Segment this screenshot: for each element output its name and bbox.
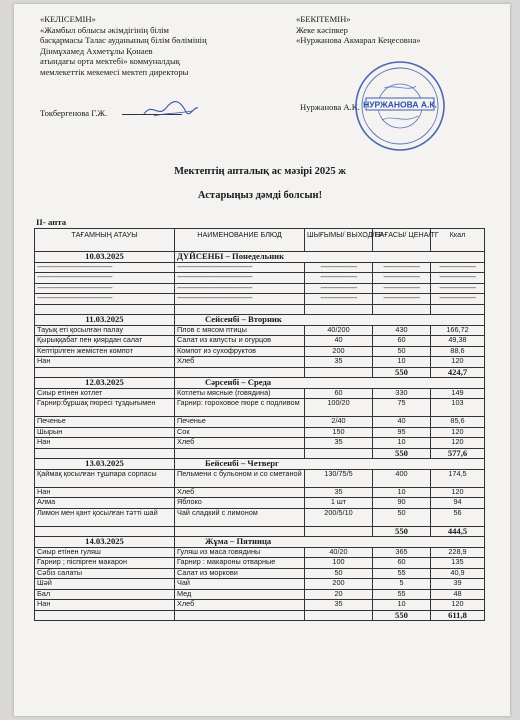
table-header-row: [35, 229, 485, 252]
day-total-row: [35, 367, 485, 378]
cell: --------------------: [305, 283, 373, 294]
page-title: Мектептің апталық ас мәзірі 2025 ж: [174, 166, 346, 177]
cell: Нан: [35, 600, 175, 611]
table-row: [35, 388, 485, 399]
day-header-row: [35, 459, 485, 470]
cell: 40: [373, 417, 431, 428]
day-header-row: [35, 378, 485, 389]
cell: Салат из капусты и огурцов: [175, 336, 305, 347]
table-row: [35, 469, 485, 487]
day-date: 10.03.2025: [35, 252, 175, 263]
week-label: II- апта: [36, 217, 67, 227]
cell: 10: [373, 438, 431, 449]
day-header-row: [35, 252, 485, 263]
day-date: 11.03.2025: [35, 315, 175, 326]
table-row: [35, 399, 485, 417]
cell: Компот из сухофруктов: [175, 346, 305, 357]
cell: 56: [431, 508, 485, 526]
cell: 174,5: [431, 469, 485, 487]
table-row: [35, 357, 485, 368]
cell: Хлеб: [175, 600, 305, 611]
cell: Қырыққабат пен қиярдан салат: [35, 336, 175, 347]
table-row: [35, 558, 485, 569]
cell: --------------------: [373, 262, 431, 273]
cell: 1 шт: [305, 498, 373, 509]
cell: 120: [431, 427, 485, 438]
cell: Нан: [35, 357, 175, 368]
table-row: [35, 547, 485, 558]
cell: Тауық еті қосылған палау: [35, 325, 175, 336]
cell: 35: [305, 600, 373, 611]
day-total-kcal: 424,7: [431, 367, 485, 378]
cell: -----------------------------------------: [175, 294, 305, 305]
page-subtitle: Астарыңыз дәмді болсын!: [197, 190, 323, 201]
day-total-price: 550: [373, 610, 431, 621]
cell: 150: [305, 427, 373, 438]
cell: 200: [305, 579, 373, 590]
cell: 35: [305, 487, 373, 498]
cell: Шәй: [35, 579, 175, 590]
day-total-row: [35, 448, 485, 459]
table-row: [35, 325, 485, 336]
handwritten-signature-left: [140, 98, 200, 120]
cell: 130/75/5: [305, 469, 373, 487]
cell: --------------------: [431, 262, 485, 273]
approval-left-line: мемлекеттік мекемесі мектеп директоры: [40, 66, 189, 77]
day-name: Жұма – Пятница: [175, 537, 485, 548]
table-row: [35, 498, 485, 509]
day-total-price: 550: [373, 526, 431, 537]
cell: 120: [431, 600, 485, 611]
day-name: ДҮЙСЕНБІ – Понедельник: [175, 252, 485, 263]
table-row: [35, 487, 485, 498]
cell: 50: [373, 346, 431, 357]
cell: 60: [305, 388, 373, 399]
cell: 85,6: [431, 417, 485, 428]
cell: Гарнир: гороховое пюре с подливом: [175, 399, 305, 417]
cell: 100/20: [305, 399, 373, 417]
cell: Яблоко: [175, 498, 305, 509]
day-total-row: [35, 304, 485, 315]
cell: -----------------------------------------: [35, 262, 175, 273]
approval-right-heading: «БЕКІТЕМІН»: [296, 14, 351, 24]
column-header: Ккал: [431, 229, 485, 252]
cell: 430: [373, 325, 431, 336]
cell: --------------------: [373, 273, 431, 284]
cell: 10: [373, 357, 431, 368]
cell: 95: [373, 427, 431, 438]
cell: Гарнир : макароны отварные: [175, 558, 305, 569]
table-row: [35, 417, 485, 428]
cell: 60: [373, 336, 431, 347]
cell: 35: [305, 357, 373, 368]
day-total-kcal: 444,5: [431, 526, 485, 537]
cell: Гуляш из маса говядины: [175, 547, 305, 558]
cell: --------------------: [431, 283, 485, 294]
cell: 135: [431, 558, 485, 569]
cell: 39: [431, 579, 485, 590]
cell: Сәбіз салаты: [35, 568, 175, 579]
day-total-price: 550: [373, 367, 431, 378]
approval-left-line: басқармасы Талас ауданының білім бөлімінің: [40, 35, 207, 45]
cell: --------------------: [431, 294, 485, 305]
cell: 75: [373, 399, 431, 417]
table-row: [35, 273, 485, 284]
cell: 40,9: [431, 568, 485, 579]
cell: 330: [373, 388, 431, 399]
table-row: [35, 438, 485, 449]
cell: -----------------------------------------: [175, 273, 305, 284]
cell: Сиыр етінен котлет: [35, 388, 175, 399]
cell: 365: [373, 547, 431, 558]
day-date: 14.03.2025: [35, 537, 175, 548]
approval-left-line: «Жамбыл облысы әкімдігінің білім: [40, 24, 169, 35]
cell: Плов с мясом птицы: [175, 325, 305, 336]
day-total-price: [373, 304, 431, 315]
cell: Сок: [175, 427, 305, 438]
cell: Хлеб: [175, 438, 305, 449]
cell: Гарнир ; піспірген макарон: [35, 558, 175, 569]
official-stamp: [352, 58, 448, 154]
cell: Печенье: [175, 417, 305, 428]
cell: Кептірілген жемістен компот: [35, 346, 175, 357]
day-name: Сейсенбі – Вторник: [175, 315, 485, 326]
approval-left-line: атындағы орта мектебі» коммуналдық: [40, 56, 180, 66]
cell: Нан: [35, 438, 175, 449]
cell: 10: [373, 600, 431, 611]
table-row: [35, 600, 485, 611]
approval-right-line: «Нуржанова Акмарал Кеңесовна»: [296, 35, 421, 45]
day-header-row: [35, 537, 485, 548]
table-row: [35, 346, 485, 357]
table-row: [35, 294, 485, 305]
table-row: [35, 589, 485, 600]
cell: Пельмени с бульоном и со сметаной: [175, 469, 305, 487]
day-total-kcal: 611,8: [431, 610, 485, 621]
cell: 50: [373, 508, 431, 526]
cell: 228,9: [431, 547, 485, 558]
table-row: [35, 508, 485, 526]
cell: --------------------: [305, 294, 373, 305]
approval-left: [40, 14, 280, 77]
cell: 166,72: [431, 325, 485, 336]
cell: Лимон мен қант қосылған тәтті шай: [35, 508, 175, 526]
cell: 120: [431, 487, 485, 498]
day-total-row: [35, 526, 485, 537]
cell: 88,6: [431, 346, 485, 357]
cell: 40/20: [305, 547, 373, 558]
approval-left-signatory: Токбергенова Г.Ж.: [40, 108, 108, 118]
table-row: [35, 579, 485, 590]
cell: Мед: [175, 589, 305, 600]
cell: Нан: [35, 487, 175, 498]
cell: -----------------------------------------: [35, 283, 175, 294]
table-row: [35, 427, 485, 438]
cell: 120: [431, 438, 485, 449]
cell: Хлеб: [175, 357, 305, 368]
cell: 48: [431, 589, 485, 600]
table-row: [35, 283, 485, 294]
cell: Сиыр етінен гуляш: [35, 547, 175, 558]
approval-right: [296, 14, 496, 46]
day-total-kcal: 577,6: [431, 448, 485, 459]
table-row: [35, 336, 485, 347]
cell: -----------------------------------------: [35, 273, 175, 284]
day-name: Сәрсенбі – Среда: [175, 378, 485, 389]
cell: Чай: [175, 579, 305, 590]
cell: Шырын: [35, 427, 175, 438]
cell: -----------------------------------------: [175, 262, 305, 273]
cell: 200/5/10: [305, 508, 373, 526]
approval-left-heading: «КЕЛІСЕМІН»: [40, 14, 96, 24]
cell: 5: [373, 579, 431, 590]
cell: 55: [373, 589, 431, 600]
cell: 200: [305, 346, 373, 357]
cell: 60: [373, 558, 431, 569]
cell: 149: [431, 388, 485, 399]
cell: Қаймақ қосылған тұшпара сорпасы: [35, 469, 175, 487]
day-date: 12.03.2025: [35, 378, 175, 389]
stamp-name: НУРЖАНОВА А.К.: [363, 99, 437, 110]
cell: 55: [373, 568, 431, 579]
day-name: Бейсенбі – Четверг: [175, 459, 485, 470]
cell: Котлеты мясные (говядина): [175, 388, 305, 399]
cell: --------------------: [373, 294, 431, 305]
approval-right-line: Жеке кәсіпкер: [296, 24, 348, 35]
menu-table: [34, 228, 485, 621]
cell: 20: [305, 589, 373, 600]
approval-left-line: Дінмұхамед Ахметұлы Қонаев: [40, 45, 153, 56]
cell: Чай сладкий с лимоном: [175, 508, 305, 526]
column-header: ШЫҒЫМЫ/ ВЫХОД/ГР: [305, 229, 373, 252]
cell: Хлеб: [175, 487, 305, 498]
day-date: 13.03.2025: [35, 459, 175, 470]
cell: 90: [373, 498, 431, 509]
cell: Алма: [35, 498, 175, 509]
cell: 120: [431, 357, 485, 368]
cell: 94: [431, 498, 485, 509]
cell: -----------------------------------------: [35, 294, 175, 305]
cell: 50: [305, 568, 373, 579]
cell: 49,38: [431, 336, 485, 347]
day-header-row: [35, 315, 485, 326]
column-header: НАИМЕНОВАНИЕ БЛЮД: [175, 229, 305, 252]
cell: Салат из моркови: [175, 568, 305, 579]
cell: 40: [305, 336, 373, 347]
cell: Бал: [35, 589, 175, 600]
cell: 103: [431, 399, 485, 417]
column-header: БАҒАСЫ/ ЦЕНА/ТГ: [373, 229, 431, 252]
day-total-price: 550: [373, 448, 431, 459]
cell: -----------------------------------------: [175, 283, 305, 294]
table-row: [35, 568, 485, 579]
cell: Печенье: [35, 417, 175, 428]
cell: --------------------: [305, 262, 373, 273]
column-header: ТАҒАМНЫҢ АТАУЫ: [35, 229, 175, 252]
cell: --------------------: [305, 273, 373, 284]
day-total-kcal: [431, 304, 485, 315]
cell: 35: [305, 438, 373, 449]
approval-right-signatory: Нуржанова А.К.: [300, 102, 360, 112]
cell: 40/200: [305, 325, 373, 336]
day-total-row: [35, 610, 485, 621]
cell: --------------------: [431, 273, 485, 284]
cell: 400: [373, 469, 431, 487]
cell: 100: [305, 558, 373, 569]
cell: Гарнир:бұршақ пюресі тұздығымен: [35, 399, 175, 417]
cell: --------------------: [373, 283, 431, 294]
cell: 2/40: [305, 417, 373, 428]
cell: 10: [373, 487, 431, 498]
table-row: [35, 262, 485, 273]
